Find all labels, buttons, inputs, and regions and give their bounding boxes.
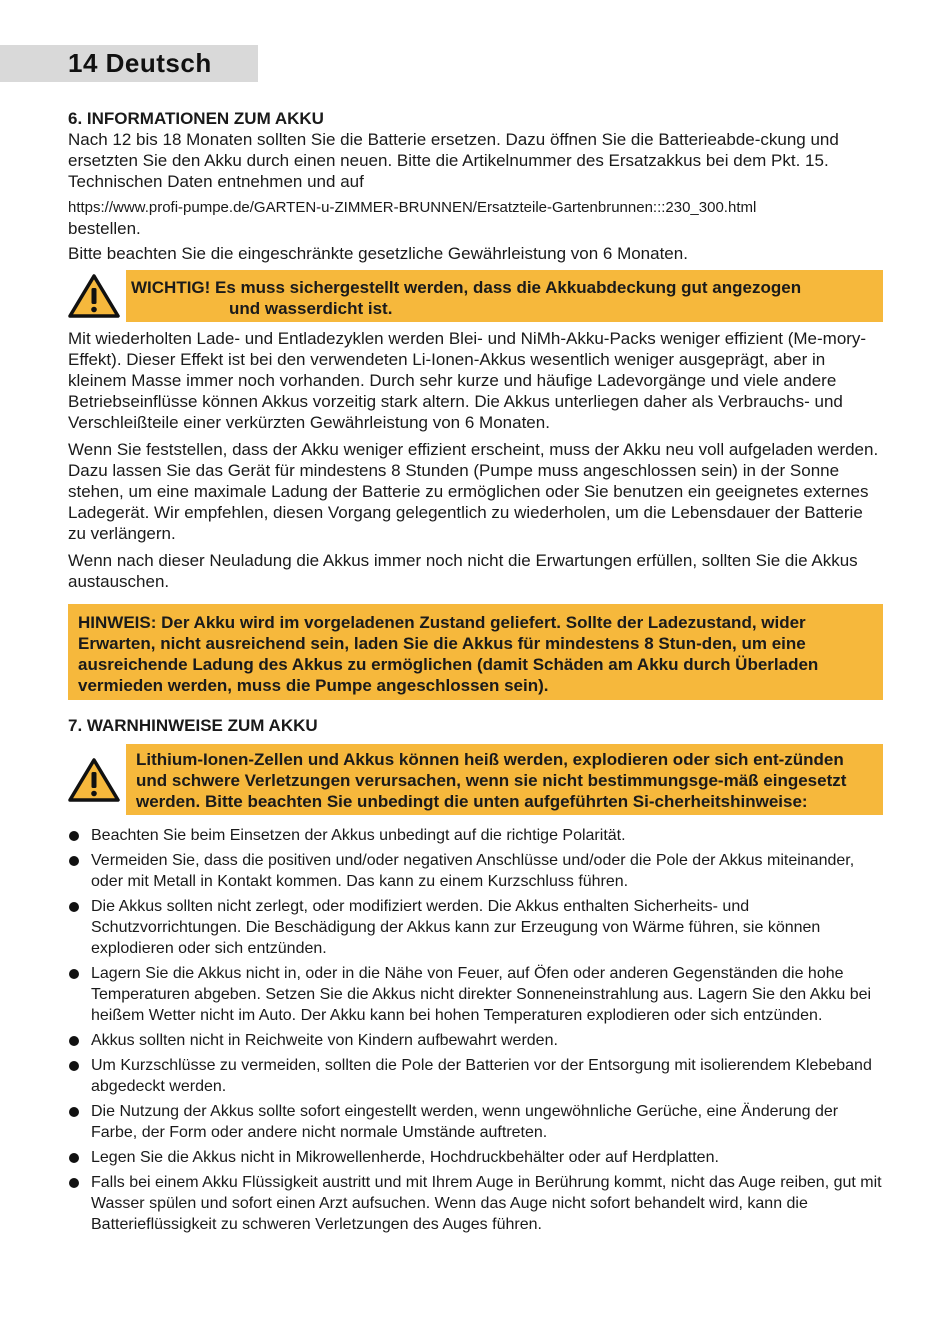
bullet-dot-icon <box>69 856 79 866</box>
warranty-text: Bitte beachten Sie die eingeschränkte gesetzliche Gewährleistung von 6 Monaten. <box>68 244 688 263</box>
bullet-dot-icon <box>69 1036 79 1046</box>
important-line-2: und wasserdicht ist. <box>229 299 393 318</box>
page-content <box>68 108 883 1239</box>
warning-triangle-icon <box>68 270 126 322</box>
bullet-dot-icon <box>69 1061 79 1071</box>
page-header <box>0 45 258 82</box>
replace-paragraph: Wenn nach dieser Neuladung die Akkus immer noch nicht die Erwartungen erfüllen, sollten Sie die Akkus austauschen. <box>68 551 858 591</box>
safety-list <box>68 825 883 1235</box>
bullet-dot-icon <box>69 1107 79 1117</box>
important-box <box>126 270 883 322</box>
list-item: Beachten Sie beim Einsetzen der Akkus unbedingt auf die richtige Polarität. <box>68 825 883 846</box>
section-6-heading: 6. INFORMATIONEN ZUM AKKU <box>68 109 324 128</box>
recharge-paragraph: Wenn Sie feststellen, dass der Akku weniger effizient erscheint, muss der Akku neu voll aufgeladen werden. Dazu lassen Sie das Gerät für mindestens 8 Stunden (Pumpe muss angeschlossen sein) in der Sonne stehen, um eine maximale Ladung der Batterie zu ermöglichen oder Sie benutzen ein geeignetes externes Ladegerät. Wir empfehlen, diesen Vorgang gelegentlich zu wiederholen, um die Lebensdauer der Batterie zu verlängern. <box>68 440 879 543</box>
page-title: 14 Deutsch <box>68 48 212 78</box>
hinweis-box: HINWEIS: Der Akku wird im vorgeladenen Zustand geliefert. Sollte der Ladezustand, wider Erwarten, nicht ausreichend sein, laden Sie die Akkus für mindestens 8 Stun-den, um eine ausreichende Ladung des Akkus zu ermöglichen (damit Schäden am Akku durch Überladen vermieden werden, muss die Pumpe angeschlossen sein). <box>68 604 883 700</box>
section-7-heading: 7. WARNHINWEISE ZUM AKKU <box>68 716 318 735</box>
url-suffix: bestellen. <box>68 219 141 238</box>
spare-parts-url[interactable]: https://www.profi-pumpe.de/GARTEN-u-ZIMMER-BRUNNEN/Ersatzteile-Gartenbrunnen:::230_300.html <box>68 199 757 216</box>
memory-effect-paragraph: Mit wiederholten Lade- und Entladezyklen werden Blei- und NiMh-Akku-Packs weniger effizient (Me-mory-Effekt). Dieser Effekt ist bei den verwendeten Li-Ionen-Akkus wesentlich weniger ausgeprägt, aber in kleinem Masse immer noch vorhanden. Durch sehr kurze und häufige Ladevorgänge und viele andere Betriebseinflüsse können Akkus vorzeitig stark altern. Die Akkus unterliegen daher als Verbrauchs- und Verschleißteile einer verkürzten Gewährleistung von 6 Monaten. <box>68 329 867 432</box>
list-item: Akkus sollten nicht in Reichweite von Kindern aufbewahrt werden. <box>68 1030 883 1051</box>
battery-warning <box>68 744 883 815</box>
bullet-dot-icon <box>69 969 79 979</box>
battery-warning-box: Lithium-Ionen-Zellen und Akkus können heiß werden, explodieren oder sich ent-zünden und schwere Verletzungen verursachen, wenn sie nicht bestimmungsge-mäß eingesetzt werden. Bitte beachten Sie unbedingt die unten aufgeführten Si-cherheitshinweise: <box>126 744 883 815</box>
list-item: Legen Sie die Akkus nicht in Mikrowellenherde, Hochdruckbehälter oder auf Herdplatten. <box>68 1147 883 1168</box>
important-line-1: WICHTIG! Es muss sichergestellt werden, dass die Akkuabdeckung gut angezogen <box>131 278 802 297</box>
list-item: Die Nutzung der Akkus sollte sofort eingestellt werden, wenn ungewöhnliche Gerüche, eine Änderung der Farbe, der Form oder andere nicht normale Umstände auftreten. <box>68 1101 883 1143</box>
list-item: Um Kurzschlüsse zu vermeiden, sollten die Pole der Batterien vor der Entsorgung mit isolierendem Klebeband abgedeckt werden. <box>68 1055 883 1097</box>
section-6-intro: Nach 12 bis 18 Monaten sollten Sie die Batterie ersetzen. Dazu öffnen Sie die Batterieabde-ckung und ersetzten Sie den Akku durch einen neuen. Bitte die Artikelnummer des Ersatzakkus bei dem Pkt. 15. Technischen Daten entnehmen und auf <box>68 130 839 191</box>
bullet-dot-icon <box>69 831 79 841</box>
bullet-dot-icon <box>69 902 79 912</box>
list-item: Die Akkus sollten nicht zerlegt, oder modifiziert werden. Die Akkus enthalten Sicherheits- und Schutzvorrichtungen. Die Beschädigung der Akkus kann zur Erzeugung von Wärme führen, sie können explodieren oder sich entzünden. <box>68 896 883 959</box>
bullet-dot-icon <box>69 1153 79 1163</box>
important-notice <box>68 270 883 322</box>
list-item: Vermeiden Sie, dass die positiven und/oder negativen Anschlüsse und/oder die Pole der Akkus miteinander, oder mit Metall in Kontakt kommen. Das kann zu einem Kurzschluss führen. <box>68 850 883 892</box>
warning-triangle-icon <box>68 744 126 815</box>
list-item: Lagern Sie die Akkus nicht in, oder in die Nähe von Feuer, auf Öfen oder anderen Gegenständen die hohe Temperaturen abgeben. Setzen Sie die Akkus nicht direkter Sonneneinstrahlung aus. Lagern Sie den Akku bei heißem Wetter nicht im Auto. Der Akku kann bei hohen Temperaturen explodieren oder sich entzünden. <box>68 963 883 1026</box>
bullet-dot-icon <box>69 1178 79 1188</box>
list-item: Falls bei einem Akku Flüssigkeit austritt und mit Ihrem Auge in Berührung kommt, nicht das Auge reiben, gut mit Wasser spülen und sofort einen Arzt aufsuchen. Wenn das Auge nicht sofort behandelt wird, kann die Batterieflüssigkeit zu schweren Verletzungen des Auges führen. <box>68 1172 883 1235</box>
